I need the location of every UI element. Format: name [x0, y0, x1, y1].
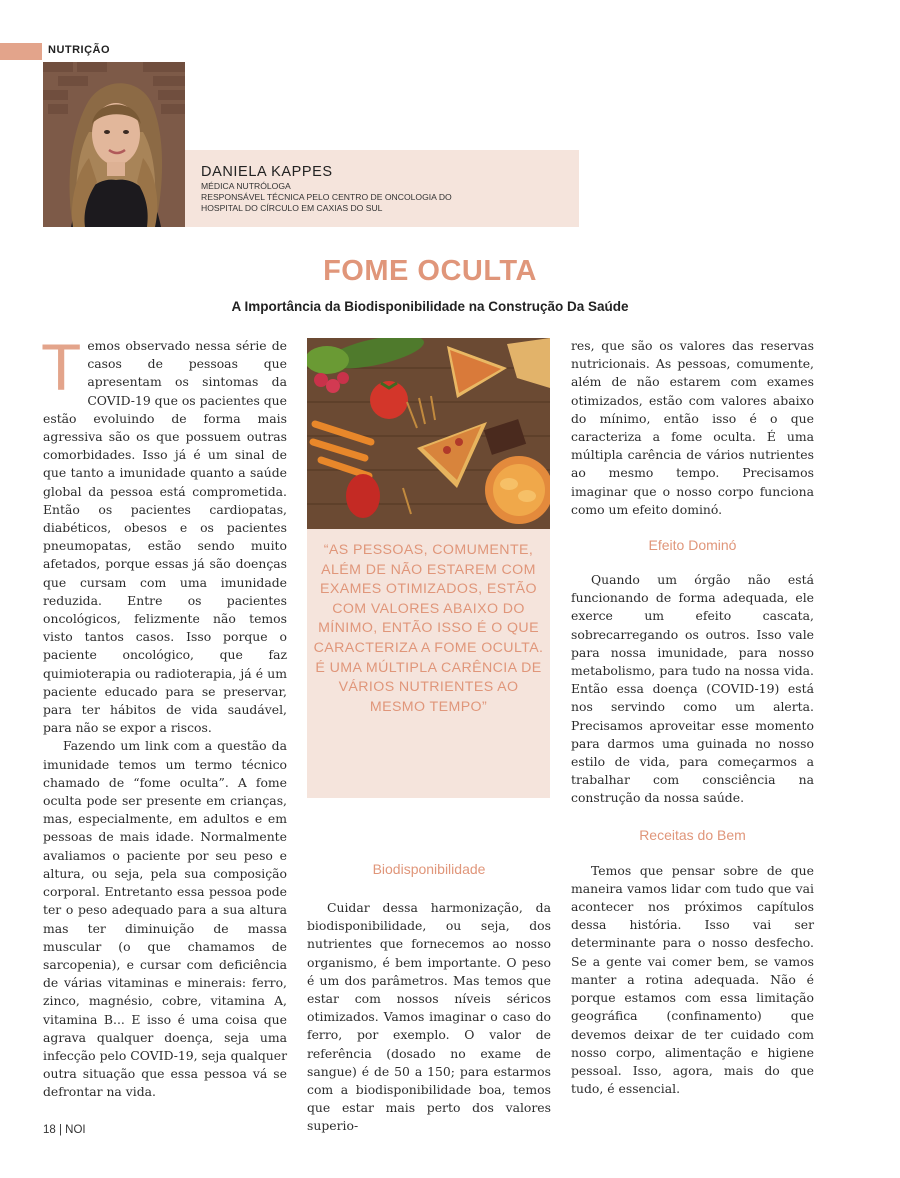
author-name: DANIELA KAPPES [201, 164, 333, 180]
author-photo [43, 62, 185, 227]
author-role-line: RESPONSÁVEL TÉCNICA PELO CENTRO DE ONCOLOGIA DO [201, 192, 452, 202]
paragraph: Temos que pensar sobre de que maneira vamos lidar com tudo que vai acontecer nos próximos capítulos dessa história. Isso vai ser determinante para o nosso desfecho. Se a gente vai comer bem, se vamos manter a rotina adequada. Não é porque estamos com essa limitação geográfica (confinamento) que devemos deixar de ter cuidado com nosso corpo, alimentação e higiene pessoal. Isso, agora, mais do que tudo, é essencial. [571, 862, 814, 1097]
drop-cap: T [41, 330, 82, 404]
column-2 [307, 860, 551, 1136]
page-footer: 18 | NOI [43, 1124, 86, 1136]
pull-quote: “AS PESSOAS, COMUMENTE, ALÉM DE NÃO ESTAREM COM EXAMES OTIMIZADOS, ESTÃO COM VALORES ABAIXO DO MÍNIMO, ENTÃO ISSO É O QUE CARACTERIZA A FOME OCULTA. É UMA MÚLTIPLA CARÊNCIA DE VÁRIOS NUTRIENTES AO MESMO TEMPO” [307, 529, 550, 798]
subheading: Biodisponibilidade [372, 861, 486, 877]
section-color-bar [0, 43, 42, 60]
article-subtitle: A Importância da Biodisponibilidade na Construção Da Saúde [231, 299, 629, 314]
column-1 [41, 330, 287, 1102]
subheading: Receitas do Bem [639, 826, 746, 843]
author-role-line: MÉDICA NUTRÓLOGA [201, 181, 291, 191]
subheading: Efeito Dominó [648, 537, 737, 554]
paragraph: res, que são os valores das reservas nutricionais. As pessoas, comumente, além de não estarem com exames otimizados, estão com valores abaixo do mínimo, então isso é o que caracteriza a fome oculta. É uma múltipla carência de vários nutrientes ao mesmo tempo. Precisamos imaginar que o nosso corpo funciona como um efeito dominó. [571, 338, 814, 517]
paragraph: Quando um órgão não está funcionando de forma adequada, ele exerce um efeito cascata, sobrecarregando os outros. Isso vale para nossa imunidade, para nosso metabolismo, para tudo na nossa vida. Então essa doença (COVID-19) está nos servindo como um alerta. Precisamos aproveitar esse momento para darmos uma guinada no nosso estilo de vida, para começarmos a trabalhar com consciência na construção da nossa saúde. [571, 572, 814, 806]
author-role-line: HOSPITAL DO CÍRCULO EM CAXIAS DO SUL [201, 203, 383, 213]
column-3 [571, 337, 814, 1098]
article-title: FOME OCULTA [323, 255, 537, 287]
paragraph: Cuidar dessa harmonização, da biodisponibilidade, ou seja, dos nutrientes que fornecemos ao nosso organismo, é bem importante. O peso é um dos parâmetros. Mas temos que estar com nossos níveis séricos otimizados. Vamos imaginar o caso do ferro, por exemplo. O valor de referência (dosado no exame de sangue) é de 50 a 150; para estarmos com a biodisponibilidade boa, temos que estar mais perto dos valores superio- [307, 900, 551, 1134]
food-illustration [307, 338, 550, 529]
paragraph: emos observado nessa série de casos de pessoas que apresentam os sintomas da COVID-19 que os pacientes que estão evoluindo de forma mais agressiva são os que possuem outras comorbidades. Isso já é um sinal de que tanto a imunidade quanto a saúde global da pessoa está comprometida. Então os pacientes cardiopatas, diabéticos, obesos e os pacientes pneumopatas, estão sendo muito afetados, porque essas já são doenças que cursam com uma imunidade reduzida. Entre os pacientes oncológicos, felizmente não temos visto tantos casos. Isso porque o paciente oncológico, que faz quimioterapia ou radioterapia, já é um paciente educado para se preservar, para ter hábitos de vida saudável, para não se expor a riscos. [43, 338, 287, 736]
paragraph: Fazendo um link com a questão da imunidade temos um termo técnico chamado de “fome oculta”. A fome oculta pode ser presente em crianças, mas, especialmente, em adultos e em pessoas de mais idade. Normalmente avaliamos o paciente por seu peso e altura, ou seja, pela sua composição corporal. Entretanto essa pessoa pode ter o peso adequado para a sua altura mas ter diminuição de massa muscular (o que chamamos de sarcopenia), e cursar com deficiência de várias vitaminas e minerais: ferro, zinco, magnésio, cobre, vitamina A, vitamina B... E isso é uma coisa que agrava qualquer doença, seja uma infecção pelo COVID-19, seja qualquer outra situação que essa pessoa vá se defrontar na vida. [43, 738, 287, 1100]
section-label: NUTRIÇÃO [48, 44, 111, 56]
author-box [185, 150, 579, 227]
